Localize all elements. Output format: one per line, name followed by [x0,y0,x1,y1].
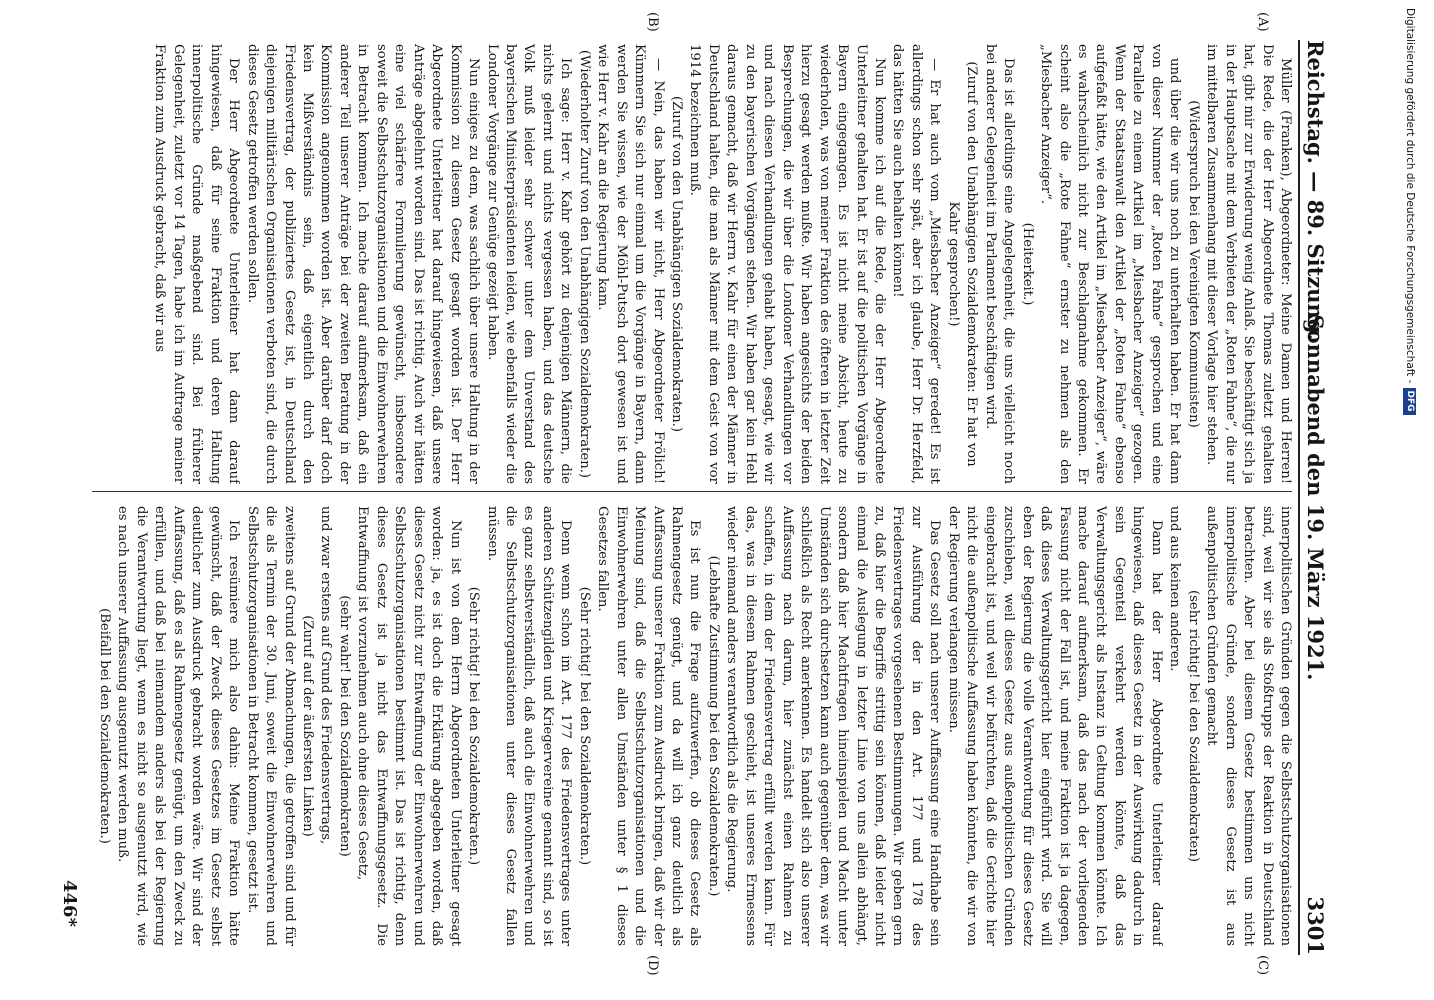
paragraph: Nun komme ich auf die Rede, die der Herr Abgeordnete Unterleitner gehalten hat. Er ist auf die politischen Vorgänge in Bayern eingegangen. Es ist nicht meine Absicht, heute zu wiederholen, was von meiner Fraktion des öfteren in letzter Zeit hierzu gesagt werden mußte. Wir haben angesichts der beiden Besprechungen, die wir über die Londoner Verhandlungen vor und nach diesen Verhandlungen gehabt haben, gesagt, wie wir zu den bayerischen Vorgängen stehen. Wir haben gar kein Hehl daraus gemacht, daß wir Herrn v. Kahr für einen der Männer in Deutschland halten, die man als Männer mit dem Geist von vor 1914 bezeichnen muß. [687,44,888,484]
interjection: (Zuruf auf der äußersten Linken) [299,615,315,837]
interjection: (Widerspruch bei den Vereinigten Kommunisten) [1185,100,1201,428]
left-text-column [84,44,1294,484]
column-divider [92,491,1292,492]
paragraph: Das Gesetz soll nach unserer Auffassung eine Handhabe sein zur Ausführung der in den Art. 177 und 178 des Friedensvertrages vorgesehenen Bestimmungen. Wir geben gern zu, daß hier die Begriffe strittig sein können, daß leider nicht einmal die Auslegung in letzter Linie von uns allein abhängt, sondern daß hier Machtfragen hineinspielen und Macht unter Umständen sich durchsetzen kann auch gegenüber dem, was wir schließlich als Recht anerkennen. Es handelt sich also unserer Auffassung nach darum, hier zunächst einen Rahmen zu schaffen, in dem der Friedensvertrag erfüllt werden kann. Für das, was in diesem Rahmen geschieht, ist unseres Ermessens wieder niemand anders verantwortlich als die Regierung. [724,506,943,946]
header-page-number: 3301 [1303,896,1328,955]
interjection: (Zuruf von den Unabhängigen Sozialdemokraten: Er hat von Kahr gesprochen!) [945,61,980,467]
interjection: (Beifall bei den Sozialdemokraten.) [97,608,112,844]
paragraph: — Er hat auch vom „Miesbacher Anzeiger“ geredet! Es ist allerdings schon sehr spät, aber ich glaube, Herr Dr. Herzfeld, das hätten Sie auch behalten können! [890,44,943,484]
paragraph: zweitens auf Grund der Abmachungen, die getroffen sind und für die als Termin der 30. Juni, soweit die Einwohnerwehren und Selbstschutzorganisationen in Betracht kommen, gesetzt ist. [244,506,297,946]
header-rule [1298,40,1300,955]
header-session: Reichstag. — 89. Sitzung. [1303,40,1328,341]
paragraph: Dann hat der Herr Abgeordnete Unterleitner darauf hingewiesen, daß dieses Gesetz in der Auswirkung dadurch in sein Gegenteil verkehrt werden könnte, daß das Verwaltungsgericht als Instanz in Geltung kommen könnte. Ich mache darauf aufmerksam, daß das nach der vorliegenden Fassung nicht der Fall ist, und meine Fraktion ist ja dagegen, daß dieses Verwaltungsgericht hier eingeführt wird. Sie will eben der Regierung die volle Verantwortung für dieses Gesetz zuschieben, weil dieses Gesetz aus außenpolitischen Gründen eingebracht ist, und weil wir befürchten, daß die Gerichte hier nicht die außenpolitische Auffassung haben könnten, die wir von der Regierung verlangen müssen. [945,506,1164,946]
credit-strip [1392,8,1428,993]
paragraph: und zwar erstens auf Grund des Friedensvertrags, [318,506,334,845]
margin-mark-c: (C) [1255,955,1270,976]
interjection: (Sehr richtig! bei den Sozialdemokraten.) [466,586,482,866]
interjection: (sehr wahr! bei den Sozialdemokraten) [336,595,352,857]
margin-mark-b: (B) [645,12,660,32]
interjection: (sehr richtig! bei den Sozialdemokraten) [1185,590,1201,862]
paragraph: Müller (Franken), Abgeordneter: Meine Damen und Herren! Die Rede, die der Herr Abgeordnete Thomas zuletzt gehalten hat, gibt mir zur Erwiderung wenig Anlaß. Sie beschäftigt sich ja in der Hauptsache mit dem Verbieten der „Roten Fahne“, die nur im mittelbaren Zusammenhang mit dieser Vorlage hier stehen. [1204,44,1293,484]
paragraph: Es ist nun die Frage aufzuwerfen, ob dieses Gesetz als Rahmengesetz genügt, und da will ich ganz deutlich als Auffassung unserer Fraktion zum Ausdruck bringen, daß wir der Meinung sind, daß die Selbstschutzorganisationen und die Einwohnerwehren unter allen Umständen unter § 1 dieses Gesetzes fallen. [595,506,703,946]
paragraph: innerpolitischen Gründen gegen die Selbstschutzorganisationen sind, weil wir sie als Stoßtrupps der Reaktion in Deutschland betrachten. Aber bei diesem Gesetz bestimmen uns nicht innerpolitische Gründe, sondern dieses Gesetz ist aus außenpolitischen Gründen gemacht [1204,506,1293,946]
paragraph: Das ist allerdings eine Angelegenheit, die uns vielleicht noch bei anderer Gelegenheit im Parlament beschäftigen wird. [982,44,1017,484]
paragraph: und über die wir uns noch zu unterhalten haben. Er hat dann von dieser Nummer der „Roten Fahne“ gesprochen und eine Parallele zu einem Artikel im „Miesbacher Anzeiger“ gezogen. Wenn der Staatsanwalt den Artikel der „Roten Fahne“ ebenso aufgefaßt hätte, wie den Artikel im „Miesbacher Anzeiger“, wäre es wahrscheinlich nicht zur Beschlagnahme gekommen. Er scheint also die „Rote Fahne“ ernster zu nehmen als den „Miesbacher Anzeiger“. [1038,44,1183,484]
credit-text-line [1392,8,1428,993]
interjection: (Wiederholter Zuruf von den Unabhängigen Sozialdemokraten.) [576,49,592,479]
interjection: (Lebhafte Zustimmung bei den Sozialdemokraten.) [705,555,721,897]
page-header [1298,40,1338,955]
dfg-logo: DFG [1404,388,1417,415]
credit-text: Digitalisierung gefördert durch die Deutsche Forschungsgemeinschaft - [1404,8,1416,384]
paragraph: Der Herr Abgeordnete Unterleitner hat dann darauf hingewiesen, daß für seine Fraktion und deren Haltung innerpolitische Gründe maßgebend sind. Bei früherer Gelegenheit, zuletzt vor 14 Tagen, habe ich im Auftrage meiner Fraktion zum Ausdruck gebracht, daß wir aus [152,44,242,484]
paragraph: — Nein, das haben wir nicht, Herr Abgeordneter Frölich! Kümmern Sie sich nur einmal um die Vorgänge in Bayern, dann werden Sie wissen, wie der Möhl-Putsch dort gewesen ist und wie Herr v. Kahr an die Regierung kam. [595,44,666,484]
paragraph: und aus keinen anderen. [1167,506,1183,672]
header-date: Sonnabend den 19. März 1921. [1303,314,1328,681]
interjection: (Sehr richtig! bei den Sozialdemokraten.) [576,586,592,866]
margin-mark-a: (A) [1255,12,1270,32]
interjection: (Heiterkeit.) [1019,222,1035,306]
paragraph: Denn wenn schon im Art. 177 des Friedensvertrages unter anderen Schützengilden und Kriegervereine genannt sind, so ist es ganz selbstverständlich, daß auch die Einwohnerwehren und die Selbstschutzorganisationen unter dieses Gesetz fallen müssen. [484,506,574,946]
paragraph: Nun ist von dem Herrn Abgeordneten Unterleitner gesagt worden: ja, es ist doch die Erklärung abgegeben worden, daß dieses Gesetz nicht zur Entwaffnung der Einwohnerwehren und Selbstschutzorganisationen bestimmt ist. Das ist richtig, denn dieses Gesetz ist ja nicht das Entwaffnungsgesetz. Die Entwaffnung ist vorzunehmen auch ohne dieses Gesetz, [355,506,463,946]
paragraph: Ich sage: Herr v. Kahr gehört zu denjenigen Männern, die nichts gelernt und nichts vergessen haben, und das deutsche Volk muß leider sehr schwer unter dem Unverstand des bayerischen Ministerpräsidenten leiden, wie ebenfalls wieder die Londoner Vorgänge zur Genüge gezeigt haben. [484,44,574,484]
paragraph: Ich resümiere mich also dahin: Meine Fraktion hätte gewünscht, daß der Zweck dieses Gesetzes im Gesetz selbst deutlicher zum Ausdruck gebracht worden wäre. Wir sind der Auffassung, daß es als Rahmengesetz genügt, um den Zweck zu erfüllen, und daß bei niemandem anders als bei der Regierung die Verantwortung liegt, wenn es nicht so ausgenutzt wird, wie es nach unserer Auffassung ausgenutzt werden muß. [115,506,242,946]
paragraph: Nun einiges zu dem, was sachlich über unsere Haltung in der Kommission zu diesem Gesetz gesagt worden ist. Der Herr Abgeordnete Unterleitner hat darauf hingewiesen, daß unsere Anträge abgelehnt worden sind. Das ist richtig. Auch wir hätten eine viel schärfere Formulierung gewünscht, insbesondere soweit die Selbstschutzorganisationen und die Einwohnerwehren in Betracht kommen. Ich mache darauf aufmerksam, daß ein anderer Teil unserer Anträge bei der zweiten Beratung in der Kommission angenommen worden ist. Aber darüber darf doch kein Mißverständnis sein, daß eigentlich durch den Friedensvertrag, der publiziertes Gesetz ist, in Deutschland diejenigen militärischen Organisationen verboten sind, die durch dieses Gesetz getroffen werden sollen. [244,44,482,484]
interjection: (Zuruf von den Unabhängigen Sozialdemokraten.) [669,95,685,433]
signature-number: 446* [59,880,80,927]
margin-mark-d: (D) [645,955,660,976]
right-text-column [84,506,1294,946]
